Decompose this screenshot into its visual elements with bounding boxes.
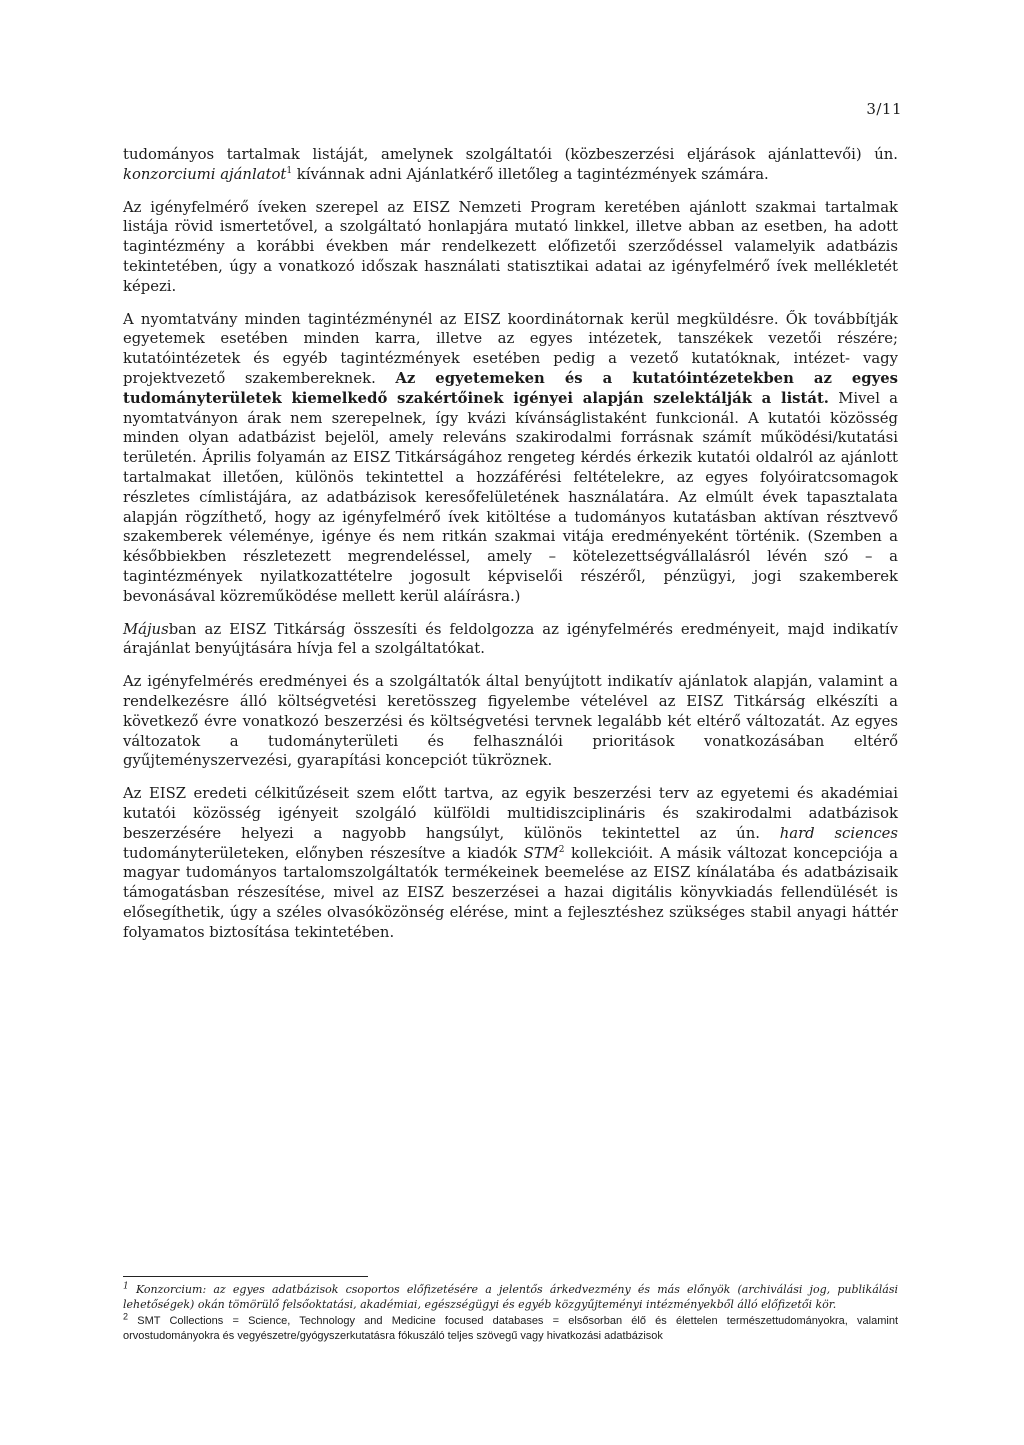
footnote-1-text: : az egyes adatbázisok csoportos előfizetésére a jelentős árkedvezmény és más előnyök (archiválási jog, publikálási lehetőségek) okán tömörülő felsőoktatási, akadémiai, egészségügyi és egyéb közgyűjteményi intézményekből álló előfizetői kör.: [123, 1283, 898, 1311]
footnote-2-text: SMT Collections = Science, Technology and Medicine focused databases = elsősorban élő és élettelen természettudományokra, valamint orvostudományokra és vegyészetre/gyógyszerkutatásra fókuszáló teljes szövegű vagy hivatkozási adatbázisok: [123, 1315, 899, 1342]
footnote-ref-2: 2: [558, 844, 565, 855]
footnote-2-number: 2: [123, 1311, 129, 1322]
footnotes: [123, 1283, 898, 1345]
page-number: 3/11: [866, 100, 902, 118]
paragraph-6: [123, 784, 898, 942]
paragraph-1: [123, 145, 898, 185]
footnote-1: [123, 1283, 898, 1312]
paragraph-3-bold: Az egyetemeken és a kutatóintézetekben az egyes tudományterületek kiemelkedő szakértőinek igényei alapján szelektálják a listát.: [123, 369, 898, 407]
paragraph-3-text-c: Mivel a nyomtatványon árak nem szerepelnek, így kvázi kívánságlistaként funkcionál. A kutatói közösség minden olyan adatbázist bejelöl, amely releváns szakirodalmi forrásnak számít működési/kutatási területén. Április folyamán az EISZ Titkárságához rengeteg kérdés érkezik kutatói oldalról az ajánlott tartalmakat illetően, különös tekintettel a hozzáférési feltételekre, az egyes folyóiratcsomagok részletes címlistájára, az adatbázisok keresőfelületének használatára. Az elmúlt évek tapasztalata alapján rögzíthető, hogy az igényfelmérő ívek kitöltése a tudományos kutatásban aktívan résztvevő szakemberek véleménye, igénye és nem ritkán szakmai vitája eredményeként történik. (Szemben a későbbiekben részletezett megrendeléssel, amely – kötelezettségvállalásról lévén szó – a tagintézmények nyilatkozattételre jogosult képviselői részéről, pénzügyi, jogi szakemberek bevonásával közreműködése mellett kerül aláírásra.): [123, 389, 899, 605]
paragraph-3: [123, 310, 898, 607]
footnote-ref-1: 1: [286, 165, 293, 176]
footnote-1-lead: Konzorcium: [135, 1283, 203, 1296]
paragraph-4-italic: Május: [123, 620, 169, 638]
paragraph-6-text-a: Az EISZ eredeti célkitűzéseit szem előtt tartva, az egyik beszerzési terv az egyetemi és akadémiai kutatói közösség igényeit szolgáló külföldi multidiszciplináris és szakirodalmi adatbázisok beszerzésére helyezi a nagyobb hangsúlyt, különös tekintettel az ún.: [123, 785, 898, 842]
footnote-2: [123, 1311, 899, 1343]
paragraph-1-text-a: tudományos tartalmak listáját, amelynek szolgáltatói (közbeszerzési eljárások ajánlattevői) ún.: [123, 146, 898, 163]
paragraph-6-italic-hard-sciences: hard sciences: [779, 824, 898, 842]
footnote-divider: [123, 1276, 368, 1277]
footnote-1-number: 1: [123, 1281, 129, 1292]
paragraph-1-italic: konzorciumi ajánlatot: [123, 165, 287, 183]
paragraph-3-text-a: A nyomtatvány minden tagintézménynél az EISZ koordinátornak kerül megküldésre. Ők továbbítják egyetemek esetében minden karra, illetve az egyes intézetek, tanszékek vezetői részére; kutatóintézetek és egyéb tagintézmények esetében pedig a vezető kutatóknak, intézet- vagy projektvezető szakembereknek.: [123, 310, 898, 387]
document-body: [123, 145, 898, 955]
paragraph-6-text-c: tudományterületeken, előnyben részesítve a kiadók: [123, 844, 524, 862]
paragraph-1-text-c: kívánnak adni Ajánlatkérő illetőleg a tagintézmények számára.: [292, 165, 769, 183]
paragraph-6-text-e: kollekcióit. A másik változat koncepciója a magyar tudományos tartalomszolgáltatók termékeinek beemelése az EISZ kínálatába és adatbázisaik támogatásban részesítése, mivel az EISZ beszerzései a hazai digitális könyvkiadás fellendülését is elősegíthetik, úgy a széles olvasóközönség elérése, mint a fejlesztéshez szükséges stabil anyagi háttér folyamatos biztosítása tekintetében.: [123, 844, 899, 941]
paragraph-5: Az igényfelmérés eredményei és a szolgáltatók által benyújtott indikatív ajánlatok alapján, valamint a rendelkezésre álló költségvetési keretösszeg figyelembe vételével az EISZ Titkárság elkészíti a következő évre vonatkozó beszerzési és költségvetési tervnek legalább két eltérő változatát. Az egyes változatok a tudományterületi és felhasználói prioritások vonatkozásában eltérő gyűjteményszervezési, gyarapítási koncepciót tükröznek.: [123, 673, 898, 770]
paragraph-2: Az igényfelmérő íveken szerepel az EISZ Nemzeti Program keretében ajánlott szakmai tartalmak listája rövid ismertetővel, a szolgáltató honlapjára mutató linkkel, illetve abban az esetben, ha adott tagintézmény a korábbi években már rendelkezett előfizetői szerződéssel valamelyik adatbázis tekintetében, úgy a vonatkozó időszak használati statisztikai adatai az igényfelmérő ívek mellékletét képezi.: [123, 198, 898, 295]
paragraph-4-text: ban az EISZ Titkárság összesíti és feldolgozza az igényfelmérés eredményeit, majd indikatív árajánlat benyújtására hívja fel a szolgáltatókat.: [123, 620, 898, 658]
paragraph-6-italic-stm: STM: [523, 844, 559, 862]
paragraph-4: [123, 620, 898, 660]
